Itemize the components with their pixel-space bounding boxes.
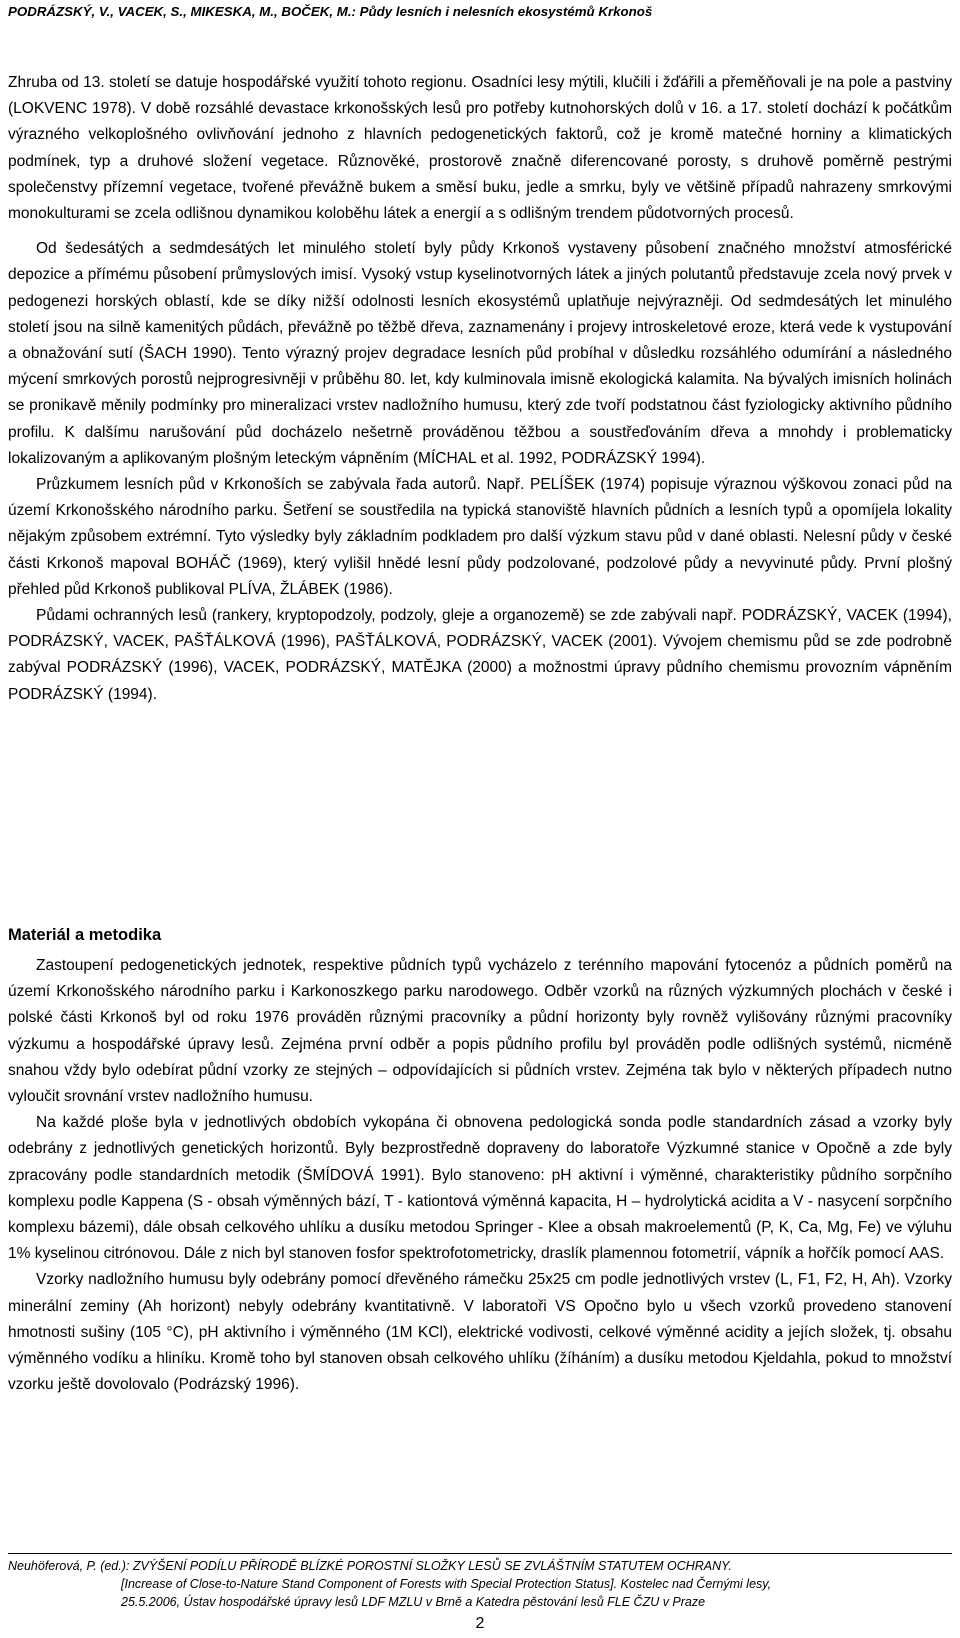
paragraph-research: Průzkumem lesních půd v Krkonoších se zabývala řada autorů. Např. PELÍŠEK (1974) popisuje výraznou výškovou zonaci půd na území Krkonošského národního parku. Šetření se soustředila na typická stanoviště hlavních půdních a lesních typů a opomíjela lokality nějakým způsobem extrémní. Tyto výsledky byly základním podkladem pro další výzkum stavu půd v dané oblasti. Nelesní půdy v české části Krkonoš mapoval BOHÁČ (1969), který vylišil hnědé lesní půdy podzolované, podzolové půdy a nevyvinuté půdy. První plošný přehled půd Krkonoš publikoval PLÍVA, ŽLÁBEK (1986). bbox=[8, 476, 952, 598]
paragraph-protective-forests: Půdami ochranných lesů (rankery, kryptopodzoly, podzoly, gleje a organozemě) se zde zabývali např. PODRÁZSKÝ, VACEK (1994), PODRÁZSKÝ, VACEK, PAŠŤÁLKOVÁ (1996), PAŠŤÁLKOVÁ, PODRÁZSKÝ, VACEK (2001). Vývojem chemismu půd se zde podrobně zabýval PODRÁZSKÝ (1996), VACEK, PODRÁZSKÝ, MATĚJKA (2000) a možnostmi úpravy půdního chemismu provozním vápněním PODRÁZSKÝ (1994). bbox=[8, 607, 952, 703]
running-header: PODRÁZSKÝ, V., VACEK, S., MIKESKA, M., BOČEK, M.: Půdy lesních i nelesních ekosystémů Krkonoš bbox=[8, 4, 653, 19]
footer-line-3: 25.5.2006, Ústav hospodářské úpravy lesů LDF MZLU v Brně a Katedra pěstování lesů FLE ČZU v Praze bbox=[121, 1595, 706, 1609]
methods-section bbox=[8, 953, 952, 1398]
paragraph-humus-samples: Vzorky nadložního humusu byly odebrány pomocí dřevěného rámečku 25x25 cm podle jednotlivých vrstev (L, F1, F2, H, Ah). Vzorky minerální zeminy (Ah horizont) nebyly odebrány kvantitativně. V laboratoři VS Opočno bylo u všech vzorků provedeno stanovení hmotnosti sušiny (105 °C), pH aktivního i výměnného (1M KCl), elektrické vodivosti, celkové výměnné acidity a jejích složek, tj. obsahu výměnného vodíku a hliníku. Kromě toho byl stanoven obsah celkového uhlíku (žíháním) a dusíku metodou Kjeldahla, pokud to množství vzorku ještě dovolovalo (Podrázský 1996). bbox=[8, 1271, 952, 1394]
paragraph-pollution: Od šedesátých a sedmdesátých let minulého století byly půdy Krkonoš vystaveny působení značného množství atmosférické depozice a přímému působení průmyslových imisí. Vysoký vstup kyselinotvorných látek a jiných polutantů představuje zcela nový prvek v pedogenezi horských oblastí, kde se díky nižší odolnosti lesních ekosystémů uplatňuje nejvýrazněji. Od sedmdesátých let minulého století jsou na silně kamenitých půdách, převážně po těžbě dřeva, zaznamenány i projevy introskeletové eroze, která vede k vystupování a obnažování sutí (ŠACH 1990). Tento výrazný projev degradace lesních půd probíhal v důsledku rozsáhlého odumírání a následného mýcení smrkových porostů nejprogresivněji v průběhu 80. let, kdy kulminovala imisně ekologická kalamita. Na bývalých imisních holinách se pronikavě měnily podmínky pro mineralizaci vrstev nadložního humusu, který zde tvoří podstatnou část fyziologicky aktivního půdního profilu. K dalšímu narušování půd docházelo nešetrně prováděnou těžbou a soustřeďováním dřeva a mnohdy i problematicky lokalizovaným a aplikovaným plošným leteckým vápněním (MÍCHAL et al. 1992, PODRÁZSKÝ 1994). bbox=[8, 240, 952, 467]
paragraph-history: Zhruba od 13. století se datuje hospodářské využití tohoto regionu. Osadníci lesy mýtili, klučili i žďářili a přeměňovali je na pole a pastviny (LOKVENC 1978). V době rozsáhlé devastace krkonošských lesů pro potřeby kutnohorských dolů v 16. a 17. století dochází k počátkům výrazného velkoplošného ovlivňování jednoho z hlavních pedogenetických faktorů, což je kromě matečné horniny a klimatických podmínek, typ a druhové složení vegetace. Různověké, prostorově značně diferencované porosty, s druhově poměrně pestrými společenstvy přízemní vegetace, tvořené převážně bukem a směsí buku, jedle a smrku, byly ve většině případů nahrazeny smrkovými monokulturami se zcela odlišnou dynamikou koloběhu látek a energií a s odlišným trendem půdotvorných procesů. bbox=[8, 74, 952, 223]
footer-line-1: Neuhöferová, P. (ed.): ZVÝŠENÍ PODÍLU PŘÍRODĚ BLÍZKÉ POROSTNÍ SLOŽKY LESŮ SE ZVLÁŠTNÍM STATUTEM OCHRANY. bbox=[8, 1559, 732, 1573]
paragraph-mapping: Zastoupení pedogenetických jednotek, respektive půdních typů vycházelo z terénního mapování fytocenóz a půdních poměrů na území Krkonošského národního parku i Karkonoszkego parku narodowego. Odběr vzorků na různých výzkumných plochách v české i polské části Krkonoš byl od roku 1976 prováděn různými pracovníky a půdní horizonty byly rovněž vylišovány různými pracovníky výzkumu a hospodářské úpravy lesů. Zejména první odběr a popis půdního profilu byl prováděn podle odlišných systémů, nicméně snahou vždy bylo odebírat půdní vzorky ze stejných – odpovídajících si půdních vrstev. Zejména tak bylo v některých případech nutno vyloučit srovnání vrstev nadložního humusu. bbox=[8, 957, 952, 1106]
footer-divider bbox=[8, 1553, 952, 1554]
intro-section bbox=[8, 70, 952, 708]
footer-citation bbox=[8, 1557, 952, 1611]
page-number: 2 bbox=[475, 1615, 485, 1632]
paragraph-sampling: Na každé ploše byla v jednotlivých obdobích vykopána či obnovena pedologická sonda podle standardních zásad a vzorky byly odebrány z jednotlivých genetických horizontů. Byly bezprostředně dopraveny do laboratoře Výzkumné stanice v Opočně a zde byly zpracovány podle standardních metodik (ŠMÍDOVÁ 1991). Bylo stanoveno: pH aktivní i výměnné, charakteristiky půdního sorpčního komplexu podle Kappena (S - obsah výměnných bází, T - kationtová výměnná kapacita, H – hydrolytická acidita a V - nasycení sorpčního komplexu bázemi), dále obsah celkového uhlíku a dusíku metodou Springer - Klee a obsah makroelementů (P, K, Ca, Mg, Fe) ve výluhu 1% kyselinou citrónovou. Dále z nich byl stanoven fosfor spektrofotometricky, draslík plamennou fotometrií, vápník a hořčík pomocí AAS. bbox=[8, 1114, 952, 1263]
section-heading-methods: Materiál a metodika bbox=[8, 926, 162, 944]
footer-line-2: [Increase of Close-to-Nature Stand Component of Forests with Special Protection Status]. Kostelec nad Černými lesy, bbox=[121, 1577, 772, 1591]
